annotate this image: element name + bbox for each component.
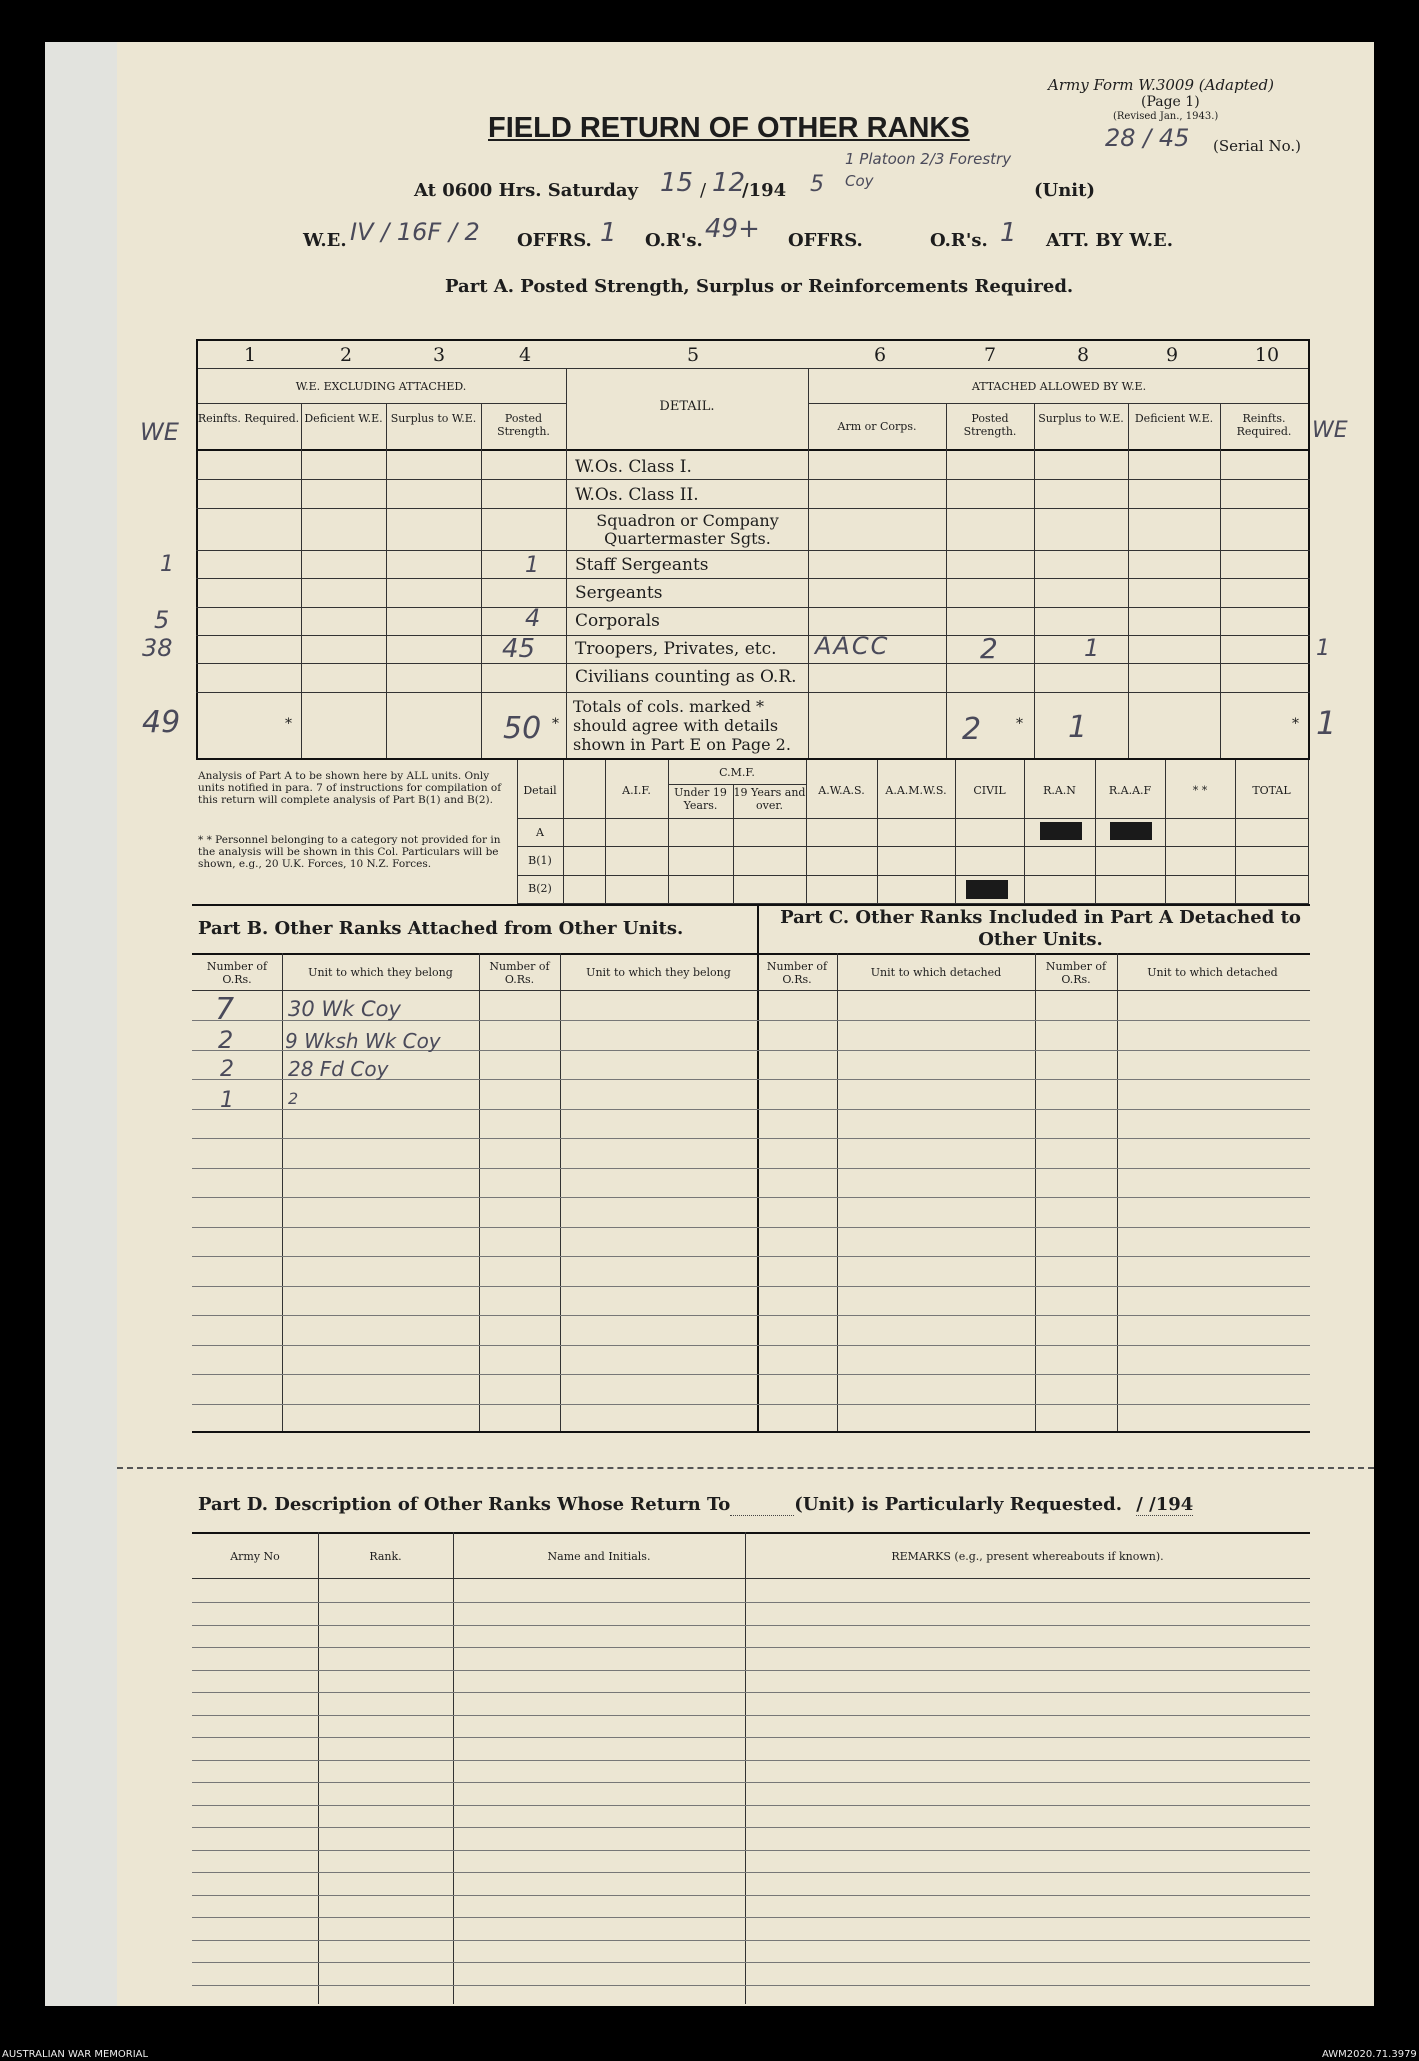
- part-c-header-unit: Unit to which detached: [870, 966, 1002, 979]
- analysis-cmf-header: C.M.F.: [719, 766, 755, 779]
- date-year-suffix: 5: [810, 172, 824, 197]
- col-number-6: 6: [873, 344, 887, 366]
- ruled-line: [192, 1872, 1310, 1873]
- ruled-line: [192, 1315, 1310, 1316]
- part-d-header-name: Name and Initials.: [547, 1550, 651, 1563]
- part-d-unit-blank: [730, 1494, 794, 1516]
- analysis-aamws: A.A.M.W.S.: [885, 784, 947, 797]
- we-totals: 49: [142, 705, 181, 740]
- arm-troopers: AACC: [815, 632, 890, 660]
- part-b-header-unit-2: Unit to which they belong: [586, 966, 731, 979]
- offrs-label: OFFRS.: [517, 230, 592, 251]
- ruled-line: [192, 1227, 1310, 1228]
- analysis-ran: R.A.N: [1043, 784, 1076, 797]
- analysis-other: * *: [1192, 784, 1208, 797]
- part-c-header-number-2: Number of O.Rs.: [1045, 960, 1107, 986]
- col-number-7: 7: [983, 344, 997, 366]
- header-reinfts-required: Reinfts. Required.: [197, 412, 300, 425]
- analysis-note-2: * * Personnel belonging to a category not provided for in the analysis will be shown in this Col. Particulars will be shown, e.g., 20 U.K. Forces, 10 N.Z. Forces.: [198, 834, 501, 870]
- date-separator: /: [700, 180, 707, 201]
- part-b-header-unit: Unit to which they belong: [308, 966, 453, 979]
- part-b-entry-1-number: 7: [215, 992, 235, 1027]
- part-c-header-number: Number of O.Rs.: [766, 960, 828, 986]
- att-label: ATT. BY W.E.: [1046, 230, 1174, 251]
- part-d-date-blank: / /194: [1136, 1494, 1194, 1515]
- star-att-posted-totals: *: [1016, 716, 1023, 732]
- analysis-detail-header: Detail: [523, 784, 557, 797]
- posted-troopers: 45: [502, 634, 536, 664]
- ruled-line: [192, 1256, 1310, 1257]
- ruled-line: [192, 1602, 1310, 1603]
- serial-value: 28 / 45: [1105, 124, 1190, 152]
- header-posted-strength: Posted Strength.: [497, 412, 550, 438]
- cut-line: [117, 1467, 1374, 1469]
- header-arm-corps: Arm or Corps.: [837, 420, 917, 433]
- part-b-entry-3-number: 2: [220, 1057, 234, 1082]
- col-number-2: 2: [339, 344, 353, 366]
- we-label: W.E.: [303, 230, 347, 251]
- unit-handwritten: 1 Platoon 2/3 Forestry Coy: [845, 150, 1012, 190]
- part-b-title: Part B. Other Ranks Attached from Other Units.: [198, 918, 684, 939]
- part-d-header-remarks: REMARKS (e.g., present whereabouts if known).: [891, 1550, 1164, 1563]
- star-reinfts-totals: *: [285, 716, 292, 732]
- att-surplus-totals: 1: [1068, 710, 1088, 745]
- col-number-10: 10: [1254, 344, 1280, 366]
- row-wo-class2: W.Os. Class II.: [575, 485, 699, 505]
- analysis-under-19: Under 19 Years.: [674, 786, 727, 812]
- ruled-line: [192, 1917, 1310, 1918]
- col-number-8: 8: [1076, 344, 1090, 366]
- att-posted-troopers: 2: [980, 632, 998, 665]
- group-we-excluding: W.E. EXCLUDING ATTACHED.: [295, 380, 467, 393]
- date-day: 15: [660, 168, 694, 198]
- col-number-4: 4: [518, 344, 532, 366]
- ruled-line: [192, 1197, 1310, 1198]
- paper-sheet: [45, 42, 1374, 2006]
- part-b-entry-2-number: 2: [218, 1026, 234, 1054]
- part-b-entry-1-unit: 30 Wk Coy: [288, 997, 401, 1021]
- offrs2-label: OFFRS.: [788, 230, 863, 251]
- row-staff-sergeants: Staff Sergeants: [575, 555, 709, 575]
- posted-staff-sergeants: 1: [525, 553, 539, 578]
- ruled-line: [192, 1940, 1310, 1941]
- att-posted-totals: 2: [962, 712, 982, 747]
- ors-label: O.R's.: [645, 230, 703, 251]
- row-wo-class1: W.Os. Class I.: [575, 457, 692, 477]
- posted-totals: 50: [503, 711, 542, 746]
- ruled-line: [192, 1895, 1310, 1896]
- ruled-line: [192, 1138, 1310, 1139]
- analysis-row-b1: B(1): [528, 854, 552, 867]
- margin-right-troopers: 1: [1316, 636, 1330, 661]
- col-number-3: 3: [432, 344, 446, 366]
- serial-label: (Serial No.): [1213, 137, 1301, 155]
- ruled-line: [192, 1109, 1310, 1110]
- analysis-19-over: 19 Years and over.: [733, 786, 806, 812]
- footer-right: AWM2020.71.3979: [1322, 2049, 1417, 2060]
- ruled-line: [192, 1827, 1310, 1828]
- part-d-title-prefix: Part D. Description of Other Ranks Whose Return To: [198, 1494, 731, 1515]
- part-d-header-rank: Rank.: [369, 1550, 402, 1563]
- header-att-reinfts: Reinfts. Required.: [1236, 412, 1292, 438]
- ruled-line: [192, 1962, 1310, 1963]
- group-attached-allowed: ATTACHED ALLOWED BY W.E.: [971, 380, 1147, 393]
- offrs-value: 1: [600, 218, 617, 248]
- ruled-line: [192, 1647, 1310, 1648]
- ruled-line: [192, 1345, 1310, 1346]
- part-d-title-suffix: (Unit) is Particularly Requested.: [794, 1494, 1123, 1515]
- ruled-line: [192, 1850, 1310, 1851]
- ors2-label: O.R's.: [930, 230, 988, 251]
- part-c-header-unit-2: Unit to which detached: [1147, 966, 1278, 979]
- blocked-cell-civil: [966, 880, 1008, 899]
- margin-right-we: WE: [1312, 418, 1348, 443]
- header-att-posted: Posted Strength.: [963, 412, 1017, 438]
- row-corporals: Corporals: [575, 611, 660, 631]
- ruled-line: [192, 1692, 1310, 1693]
- analysis-civil: CIVIL: [973, 784, 1006, 797]
- ruled-line: [192, 1760, 1310, 1761]
- row-sergeants: Sergeants: [575, 583, 663, 603]
- analysis-row-a: A: [536, 826, 544, 839]
- blocked-cell-raaf: [1110, 822, 1152, 840]
- part-c-title: Part C. Other Ranks Included in Part A Detached to Other Units.: [780, 907, 1301, 950]
- header-surplus: Surplus to W.E.: [390, 412, 477, 425]
- analysis-row-b2: B(2): [528, 882, 552, 895]
- header-deficient: Deficient W.E.: [304, 412, 383, 425]
- header-att-deficient: Deficient W.E.: [1134, 412, 1214, 425]
- footer-left: AUSTRALIAN WAR MEMORIAL: [2, 2049, 149, 2060]
- analysis-awas: A.W.A.S.: [818, 784, 865, 797]
- ruled-line: [192, 1404, 1310, 1405]
- header-att-surplus: Surplus to W.E.: [1038, 412, 1124, 425]
- ors2-value: 1: [1000, 218, 1017, 248]
- ruled-line: [192, 1286, 1310, 1287]
- form-reference: Army Form W.3009 (Adapted): [1048, 76, 1274, 94]
- col-number-9: 9: [1165, 344, 1179, 366]
- row-cqms: Squadron or Company Quartermaster Sgts.: [596, 511, 779, 548]
- ors-value: 49+: [705, 214, 760, 244]
- part-b-header-number: Number of O.Rs.: [206, 960, 268, 986]
- part-b-entry-2-unit: 9 Wksh Wk Coy: [285, 1029, 441, 1053]
- revised-date: (Revised Jan., 1943.): [1113, 111, 1219, 122]
- ruled-line: [192, 1985, 1310, 1986]
- analysis-note: Analysis of Part A to be shown here by ALL units. Only units notified in para. 7 of instructions for compilation of this return will complete analysis of Part B(1) and B(2).: [198, 770, 502, 806]
- ruled-line: [192, 1737, 1310, 1738]
- posted-corporals: 4: [525, 604, 541, 632]
- row-troopers: Troopers, Privates, etc.: [575, 639, 777, 659]
- ruled-line: [192, 1782, 1310, 1783]
- star-att-reinfts-totals: *: [1292, 716, 1299, 732]
- page-number: (Page 1): [1141, 94, 1200, 110]
- paper-under-sheet: [45, 42, 117, 2006]
- we-corporals: 5: [154, 606, 170, 634]
- ruled-line: [192, 1625, 1310, 1626]
- margin-right-totals: 1: [1316, 704, 1337, 742]
- analysis-total: TOTAL: [1252, 784, 1291, 797]
- att-surplus-troopers: 1: [1084, 634, 1100, 662]
- ruled-line: [192, 1374, 1310, 1375]
- part-a-title: Part A. Posted Strength, Surplus or Reinforcements Required.: [445, 276, 1074, 297]
- star-posted-totals: *: [552, 716, 559, 732]
- row-totals: Totals of cols. marked * should agree with details shown in Part E on Page 2.: [573, 697, 791, 754]
- ruled-line: [192, 1168, 1310, 1169]
- col-number-1: 1: [243, 344, 257, 366]
- part-b-entry-4-number: 1: [220, 1088, 234, 1113]
- part-b-header-number-2: Number of O.Rs.: [489, 960, 550, 986]
- date-month: 12: [712, 168, 746, 198]
- date-year-prefix: /194: [742, 180, 787, 201]
- part-b-entry-3-unit: 28 Fd Coy: [288, 1057, 389, 1081]
- page-title: FIELD RETURN OF OTHER RANKS: [488, 112, 970, 144]
- analysis-aif: A.I.F.: [622, 784, 651, 797]
- ruled-line: [192, 1715, 1310, 1716]
- detail-header: DETAIL.: [659, 399, 715, 414]
- ruled-line: [192, 1805, 1310, 1806]
- col-number-5: 5: [686, 344, 700, 366]
- part-b-entry-4-unit: 2: [288, 1089, 299, 1108]
- row-civilians: Civilians counting as O.R.: [575, 667, 797, 687]
- part-d-header-army-no: Army No: [230, 1550, 280, 1563]
- part-d-title: [198, 1494, 1193, 1516]
- ruled-line: [192, 1670, 1310, 1671]
- date-line: At 0600 Hrs. Saturday: [414, 180, 639, 201]
- we-troopers: 38: [142, 634, 173, 662]
- we-staff-sergeants: 1: [160, 552, 174, 577]
- margin-left-we: WE: [140, 418, 179, 446]
- analysis-raaf: R.A.A.F: [1108, 784, 1152, 797]
- unit-label: (Unit): [1034, 180, 1095, 201]
- blocked-cell-ran: [1040, 822, 1082, 840]
- we-value: IV / 16F / 2: [350, 218, 480, 246]
